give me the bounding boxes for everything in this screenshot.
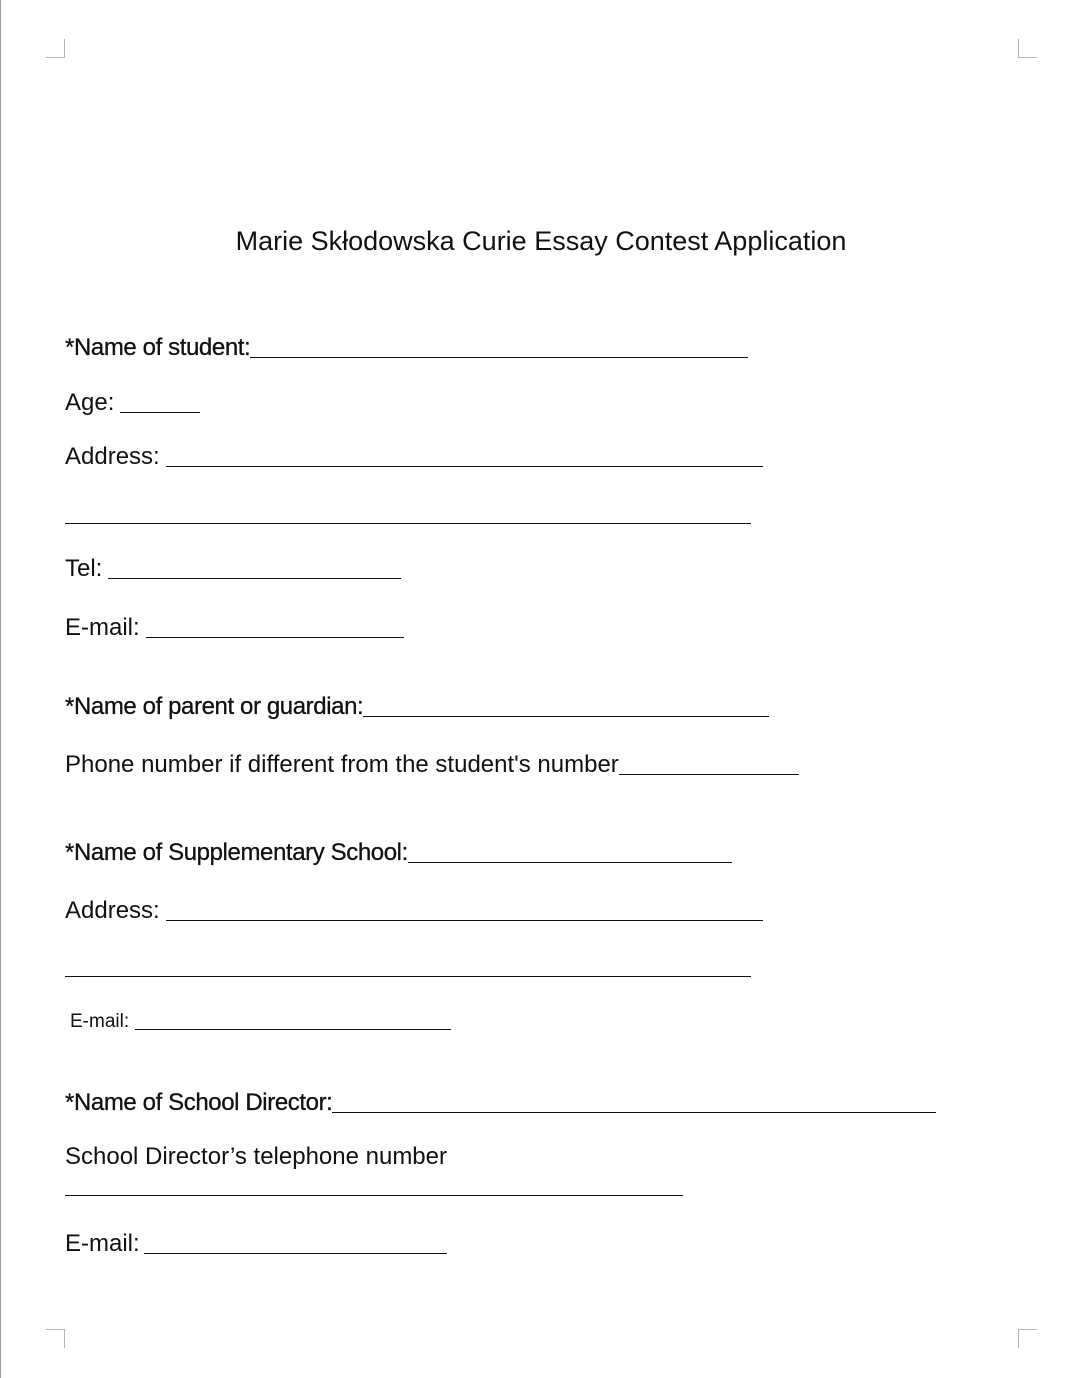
school-address-row [65, 896, 763, 926]
parent-phone-label: Phone number if different from the student's number [65, 751, 619, 778]
student-tel-blank[interactable] [108, 578, 401, 579]
school-name-blank[interactable] [408, 862, 732, 863]
director-email-blank[interactable] [144, 1253, 447, 1254]
form-title: Marie Skłodowska Curie Essay Contest Application [235, 226, 847, 256]
director-name-row [65, 1088, 936, 1118]
student-address-blank[interactable] [166, 466, 763, 467]
page-corner-mark-bottom-left [46, 1329, 65, 1348]
director-email-label: E-mail: [65, 1230, 140, 1257]
school-email-blank[interactable] [135, 1029, 451, 1030]
parent-phone-row [65, 750, 799, 780]
school-name-row [65, 838, 732, 868]
school-address-blank[interactable] [166, 920, 763, 921]
page-corner-mark-top-right [1018, 39, 1037, 58]
school-email-label: E-mail: [70, 1011, 130, 1032]
page-corner-mark-top-left [46, 39, 65, 58]
school-address-label: Address: [65, 897, 160, 924]
student-email-row [65, 613, 404, 643]
student-age-row [65, 388, 200, 418]
student-age-label: Age: [65, 389, 115, 416]
director-name-blank[interactable] [332, 1112, 936, 1113]
parent-name-blank[interactable] [363, 716, 769, 717]
director-name-label: *Name of School Director: [65, 1089, 333, 1116]
student-age-blank[interactable] [120, 412, 200, 413]
director-phone-label: School Director’s telephone number [65, 1143, 447, 1170]
director-phone-blank[interactable] [65, 1195, 683, 1196]
director-email-row [65, 1229, 447, 1259]
parent-name-label: *Name of parent or guardian: [65, 693, 364, 720]
school-address-blank-line-2[interactable] [65, 976, 751, 977]
student-tel-row [65, 554, 401, 584]
student-tel-label: Tel: [65, 555, 103, 582]
school-name-label: *Name of Supplementary School: [65, 839, 408, 866]
student-email-label: E-mail: [65, 614, 140, 641]
student-name-row [65, 333, 748, 363]
director-phone-row [65, 1142, 447, 1172]
student-address-row [65, 442, 763, 472]
student-name-blank[interactable] [250, 357, 748, 358]
parent-name-row [65, 692, 769, 722]
page-corner-mark-bottom-right [1018, 1329, 1037, 1348]
school-email-row [70, 1010, 451, 1034]
student-address-blank-line-2[interactable] [65, 523, 751, 524]
student-address-label: Address: [65, 443, 160, 470]
parent-phone-blank[interactable] [619, 774, 799, 775]
student-name-label: *Name of student: [65, 334, 251, 361]
student-email-blank[interactable] [146, 637, 404, 638]
